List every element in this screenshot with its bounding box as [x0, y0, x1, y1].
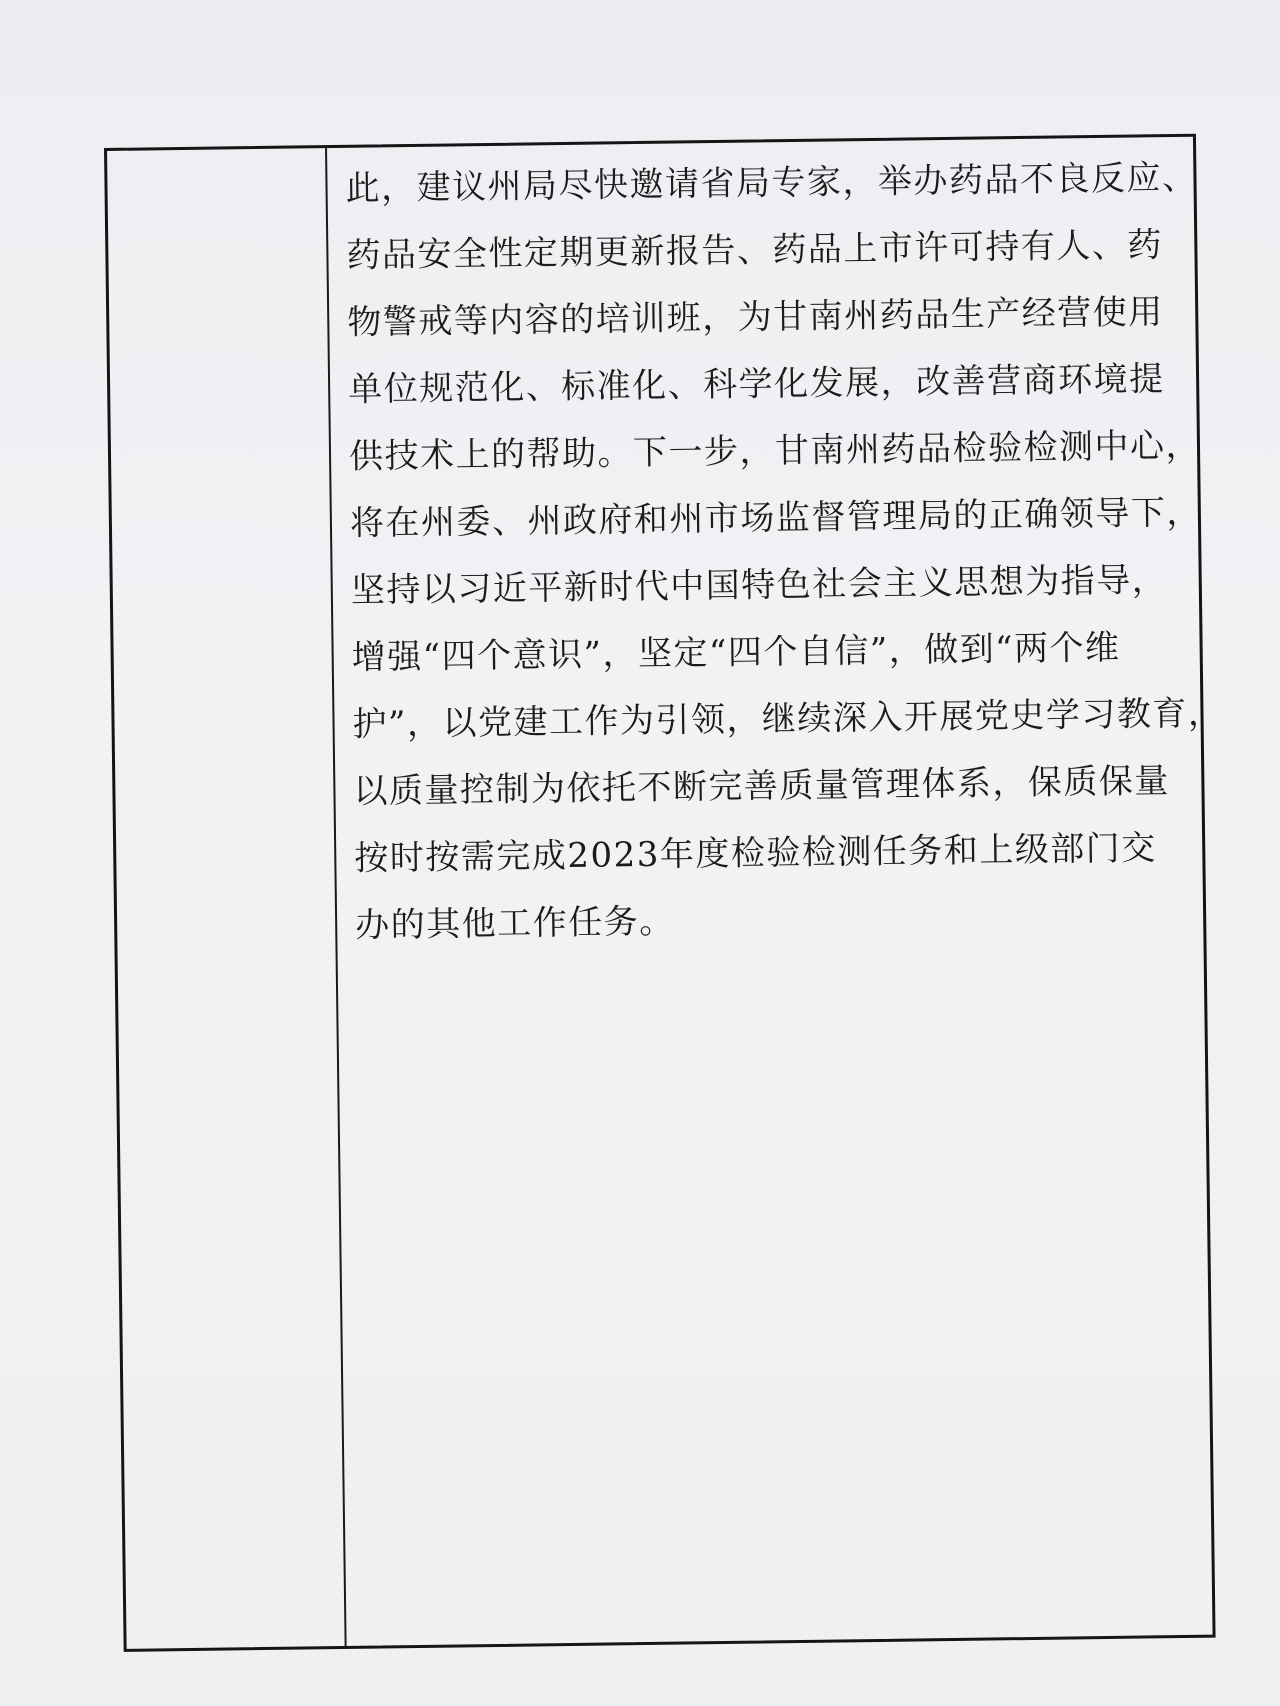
text-line: 增强“四个意识”，坚定“四个自信”，做到“两个维 — [351, 627, 1121, 678]
text-line: 供技术上的帮助。下一步，甘南州药品检验检测中心， — [348, 425, 1202, 477]
text-line: 将在州委、州政府和州市场监督管理局的正确领导下， — [349, 492, 1203, 544]
table-label-column — [107, 148, 347, 1649]
text-line: 此，建议州局尽快邀请省局专家，举办药品不良反应、 — [345, 157, 1198, 209]
form-table — [104, 134, 1224, 1652]
body-paragraph — [345, 145, 1224, 960]
text-line: 单位规范化、标准化、科学化发展，改善营商环境提 — [347, 359, 1165, 410]
text-line: 物警戒等内容的培训班，为甘南州药品生产经营使用 — [347, 292, 1165, 343]
text-line: 办的其他工作任务。 — [354, 901, 675, 946]
text-line: 以质量控制为依托不断完善质量管理体系，保质保量 — [353, 761, 1171, 812]
table-content-cell — [327, 137, 1224, 1646]
text-line: 按时按需完成2023年度检验检测任务和上级部门交 — [354, 828, 1158, 879]
text-line: 坚持以习近平新时代中国特色社会主义思想为指导， — [350, 560, 1168, 611]
text-line: 护”，以党建工作为引领，继续深入开展党史学习教育， — [352, 693, 1224, 745]
text-line: 药品安全性定期更新报告、药品上市许可持有人、药 — [346, 225, 1164, 276]
